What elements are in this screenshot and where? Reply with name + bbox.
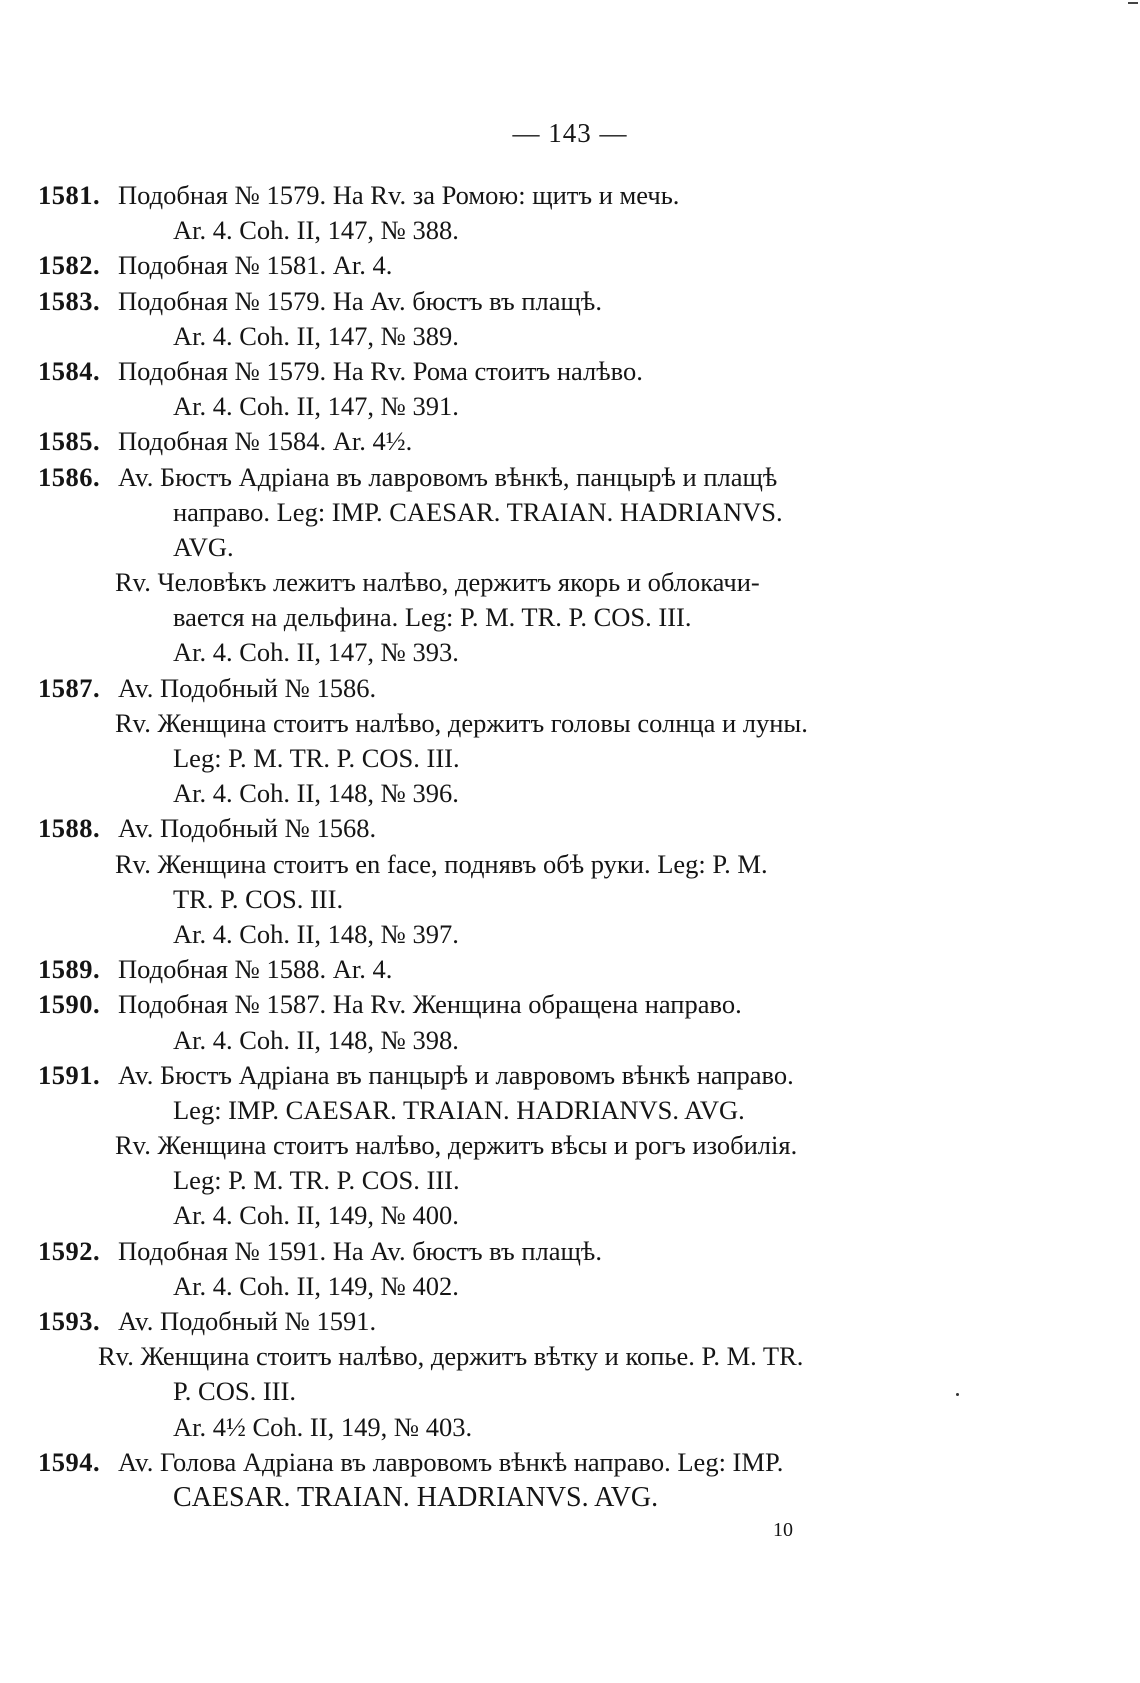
entry-line bbox=[38, 776, 898, 811]
entry-text: Подобная № 1591. На Av. бюстъ въ плащѣ. bbox=[118, 1235, 602, 1266]
entry-line bbox=[38, 178, 898, 213]
entry-text: Leg: P. M. TR. P. COS. III. bbox=[173, 1165, 460, 1196]
entry-text: Rv. Женщина стоитъ en face, поднявъ обѣ руки. Leg: P. M. bbox=[115, 848, 768, 879]
entry-line bbox=[38, 1445, 898, 1480]
entry-number: 1583. bbox=[38, 285, 101, 316]
entry-text: Leg: IMP. CAESAR. TRAIAN. HADRIANVS. AVG. bbox=[173, 1094, 745, 1125]
entry-text: Ar. 4½ Coh. II, 149, № 403. bbox=[173, 1411, 473, 1442]
corner-mark bbox=[1128, 2, 1138, 4]
entry-line bbox=[38, 1023, 898, 1058]
entry-line bbox=[38, 1269, 898, 1304]
entry-number: 1590. bbox=[38, 989, 101, 1020]
entry-number: 1594. bbox=[38, 1446, 101, 1477]
entry-text: Подобная № 1579. На Rv. Рома стоитъ налѣво. bbox=[118, 355, 643, 386]
entry-number: 1589. bbox=[38, 954, 101, 985]
entry-text: TR. P. COS. III. bbox=[173, 883, 344, 914]
entry-line bbox=[38, 1058, 898, 1093]
entry-line bbox=[38, 847, 898, 882]
entry-number: 1591. bbox=[38, 1059, 101, 1090]
entry-line bbox=[38, 213, 898, 248]
entry-text: Av. Голова Адріана въ лавровомъ вѣнкѣ направо. Leg: IMP. bbox=[118, 1446, 784, 1477]
entry-text: Ar. 4. Coh. II, 147, № 393. bbox=[173, 637, 459, 668]
entry-text: Av. Бюстъ Адріана въ панцырѣ и лавровомъ вѣнкѣ направо. bbox=[118, 1059, 794, 1090]
signature-mark: 10 bbox=[773, 1519, 793, 1541]
margin-speck bbox=[956, 1393, 959, 1396]
entry-line bbox=[38, 952, 898, 987]
entry-line bbox=[38, 389, 898, 424]
entry-text: Подобная № 1579. На Av. бюстъ въ плащѣ. bbox=[118, 285, 602, 316]
entry-text: Ar. 4. Coh. II, 147, № 389. bbox=[173, 320, 459, 351]
entry-line bbox=[38, 671, 898, 706]
entry-line bbox=[38, 1410, 898, 1445]
entry-line bbox=[38, 530, 898, 565]
entry-text: Подобная № 1581. Ar. 4. bbox=[118, 250, 393, 281]
entry-line bbox=[38, 460, 898, 495]
entry-number: 1592. bbox=[38, 1235, 101, 1266]
entry-number: 1582. bbox=[38, 250, 101, 281]
entry-text: Rv. Женщина стоитъ налѣво, держитъ вѣсы и рогъ изобилія. bbox=[115, 1130, 798, 1161]
entry-text: Ar. 4. Coh. II, 147, № 388. bbox=[173, 215, 459, 246]
entry-text: Av. Бюстъ Адріана въ лавровомъ вѣнкѣ, панцырѣ и плащѣ bbox=[118, 461, 778, 492]
entry-line bbox=[38, 811, 898, 846]
entry-line bbox=[38, 1163, 898, 1198]
entry-text: Ar. 4. Coh. II, 147, № 391. bbox=[173, 391, 459, 422]
entry-text: Av. Подобный № 1586. bbox=[118, 672, 377, 703]
entry-text: Leg: P. M. TR. P. COS. III. bbox=[173, 743, 460, 773]
entry-number: 1584. bbox=[38, 355, 101, 386]
entry-text: CAESAR. TRAIAN. HADRIANVS. AVG. bbox=[173, 1481, 659, 1513]
entry-number: 1587. bbox=[38, 672, 101, 703]
entry-text: Rv. Женщина стоитъ налѣво, держитъ вѣтку и копье. P. M. TR. bbox=[98, 1341, 804, 1372]
entry-text: Av. Подобный № 1591. bbox=[118, 1306, 377, 1336]
entry-line bbox=[38, 1374, 898, 1409]
entry-line bbox=[38, 248, 898, 283]
entry-text: Ar. 4. Coh. II, 148, № 397. bbox=[173, 918, 459, 949]
entry-line bbox=[38, 354, 898, 389]
entry-text: направо. Leg: IMP. CAESAR. TRAIAN. HADRIANVS. bbox=[173, 496, 783, 527]
entry-number: 1593. bbox=[38, 1306, 101, 1336]
entry-line bbox=[38, 284, 898, 319]
entry-line bbox=[38, 1480, 898, 1516]
entry-line bbox=[38, 635, 898, 670]
entry-text: Подобная № 1587. На Rv. Женщина обращена направо. bbox=[118, 989, 742, 1020]
entry-number: 1588. bbox=[38, 813, 101, 844]
entry-line bbox=[38, 987, 898, 1022]
entry-text: Ar. 4. Coh. II, 148, № 398. bbox=[173, 1024, 459, 1055]
entry-text: вается на дельфина. Leg: P. M. TR. P. COS. III. bbox=[173, 602, 692, 633]
entry-text: Ar. 4. Coh. II, 149, № 400. bbox=[173, 1200, 459, 1231]
entry-line bbox=[38, 565, 898, 600]
page-number: — 143 — bbox=[512, 118, 628, 148]
entry-line bbox=[38, 424, 898, 459]
entry-number: 1581. bbox=[38, 180, 101, 210]
entry-number: 1585. bbox=[38, 426, 101, 457]
entry-line bbox=[38, 319, 898, 354]
entry-text: P. COS. III. bbox=[173, 1376, 296, 1407]
entry-line bbox=[38, 882, 898, 917]
entry-line bbox=[38, 1339, 898, 1374]
entry-line bbox=[38, 1234, 898, 1269]
entry-text: Подобная № 1579. На Rv. за Ромою: щитъ и мечь. bbox=[118, 180, 680, 210]
entry-text: Ar. 4. Coh. II, 148, № 396. bbox=[173, 778, 459, 809]
entry-text: Av. Подобный № 1568. bbox=[118, 813, 377, 844]
entry-line bbox=[38, 1304, 898, 1339]
entry-text: Подобная № 1584. Ar. 4½. bbox=[118, 426, 413, 457]
entry-text: AVG. bbox=[173, 531, 234, 562]
entry-line bbox=[38, 706, 898, 741]
entry-text: Rv. Человѣкъ лежитъ налѣво, держитъ якорь и облокачи- bbox=[115, 567, 760, 598]
entry-line bbox=[38, 741, 898, 776]
entry-text: Rv. Женщина стоитъ налѣво, держитъ головы солнца и луны. bbox=[115, 707, 808, 738]
entry-line bbox=[38, 495, 898, 530]
catalog-entries bbox=[38, 178, 898, 1516]
entry-number: 1586. bbox=[38, 461, 101, 492]
entry-line bbox=[38, 917, 898, 952]
entry-text: Подобная № 1588. Ar. 4. bbox=[118, 954, 393, 985]
entry-text: Ar. 4. Coh. II, 149, № 402. bbox=[173, 1270, 459, 1301]
entry-line bbox=[38, 1093, 898, 1128]
entry-line bbox=[38, 1128, 898, 1163]
entry-line bbox=[38, 600, 898, 635]
entry-line bbox=[38, 1198, 898, 1233]
